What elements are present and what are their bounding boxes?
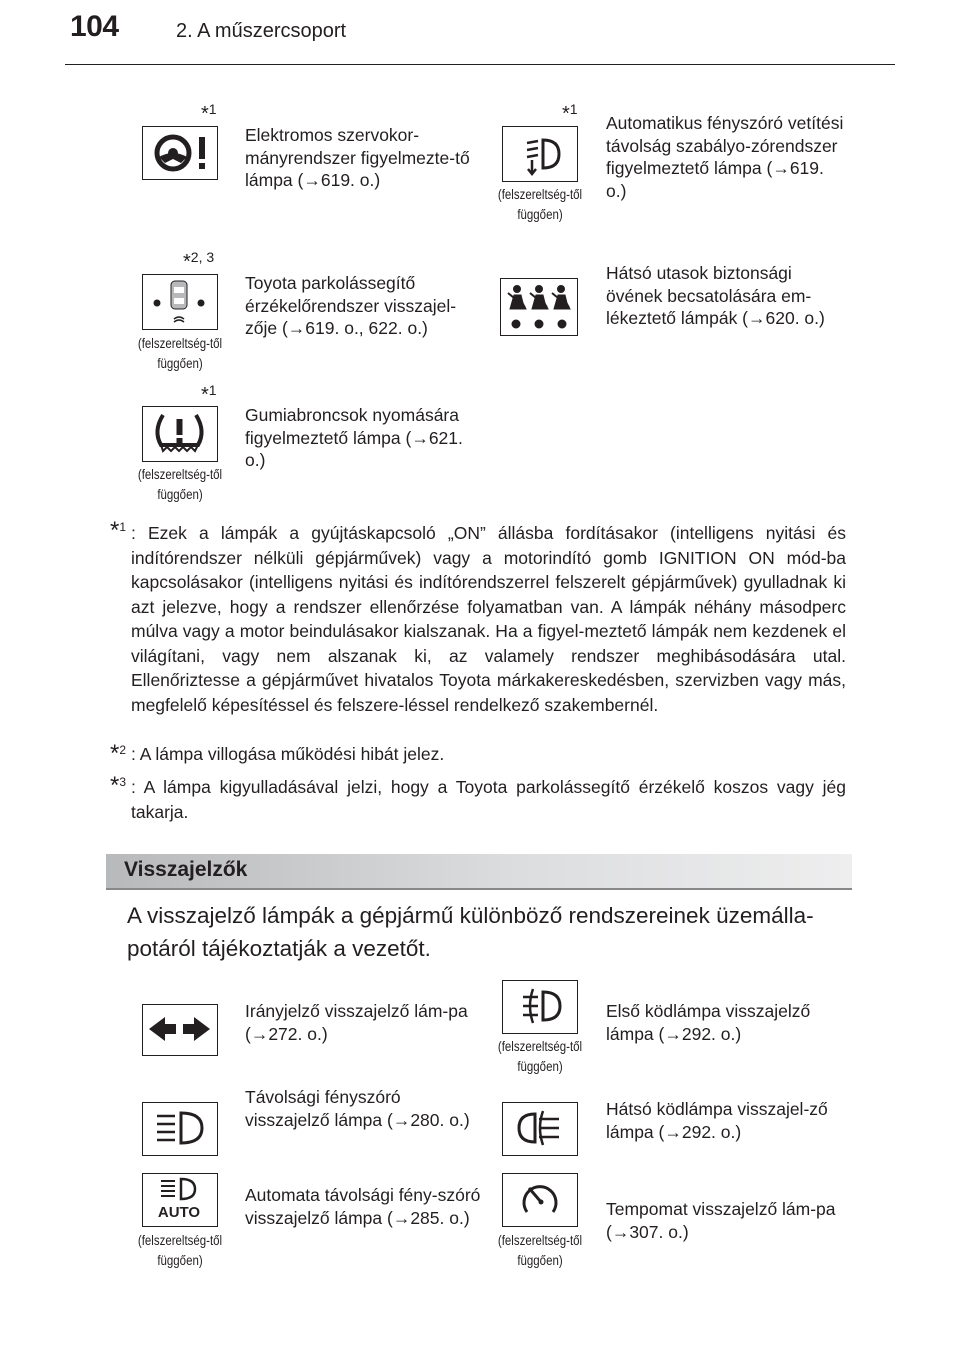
footnote-mark: *$^2$ bbox=[110, 739, 127, 767]
tire-pressure-warning-icon bbox=[142, 406, 218, 462]
indicator-description: Irányjelző visszajelző lám-pa (→272. o.) bbox=[245, 1001, 468, 1044]
indicator-description: Tempomat visszajelző lám-pa (→307. o.) bbox=[606, 1199, 836, 1242]
page-number: 104 bbox=[70, 10, 119, 43]
lamp-description: Elektromos szervokor-mányrendszer figyelmezte-tő lámpa (→619. o.) bbox=[245, 125, 470, 190]
rear-fog-light-icon bbox=[502, 1102, 578, 1156]
equipment-caption: (felszereltség-től függően) bbox=[137, 335, 223, 371]
equipment-caption: (felszereltség-től függően) bbox=[497, 186, 583, 222]
parking-assist-sensor-icon bbox=[142, 274, 218, 330]
indicator-description: Hátsó ködlámpa visszajel-ző lámpa (→292. o.) bbox=[606, 1099, 828, 1142]
indicator-description: Távolsági fényszóró visszajelző lámpa (→280. o.) bbox=[245, 1087, 470, 1130]
front-fog-light-icon bbox=[502, 980, 578, 1034]
lamp-description: Toyota parkolássegítő érzékelőrendszer visszajel-zője (→619. o., 622. o.) bbox=[245, 273, 457, 338]
header-rule bbox=[65, 64, 895, 65]
equipment-caption: (felszereltség-től függően) bbox=[137, 1232, 223, 1268]
footnote-text: : Ezek a lámpák a gyújtáskapcsoló „ON” állásba fordításakor (intelligens nyitási és indítórendszer nélküli gépjárművek) vagy a motorindító gomb IGNITION ON mód-ba kapcsolásakor (intelligens nyitási és indítórendszerrel felszerelt gépjárművek) gyulladnak ki azt jelezve, hogy a rendszer ellenőrzése folyamatban van. A lámpák néhány másodperc múlva vagy a motor beindulásakor kialszanak. Ha a figyel-meztető lámpák nem kezdenek el világítani, vagy nem alszanak ki, az valamely rendszer meghibásodására utal. Ellenőriztesse a gépjárművet hivatalos Toyota márkakereskedésben, szervizben vagy más, megfelelő képesítéssel és felszere-léssel rendelkező szakembernél. bbox=[131, 523, 846, 715]
section-heading-bar bbox=[106, 854, 852, 890]
auto-high-beam-icon bbox=[142, 1173, 218, 1227]
turn-signal-arrows-icon bbox=[142, 1004, 218, 1056]
equipment-caption: (felszereltség-től függően) bbox=[137, 466, 223, 502]
section-title: Visszajelzők bbox=[124, 858, 248, 881]
power-steering-warning-icon bbox=[142, 126, 218, 180]
footnote-mark: *$^3$ bbox=[110, 771, 127, 799]
footnote-marker: *$^1$ bbox=[201, 382, 217, 406]
automatic-headlight-leveling-warning-icon bbox=[502, 126, 578, 182]
equipment-caption: (felszereltség-től függően) bbox=[497, 1232, 583, 1268]
lamp-description: Gumiabroncsok nyomására figyelmeztető lámpa (→621. o.) bbox=[245, 405, 463, 470]
footnote-text: : A lámpa kigyulladásával jelzi, hogy a Toyota parkolássegítő érzékelő koszos vagy jég takarja. bbox=[131, 777, 846, 822]
footnote-marker: *$^{2, 3}$ bbox=[183, 249, 215, 273]
cruise-control-icon bbox=[502, 1173, 578, 1227]
equipment-caption: (felszereltség-től függően) bbox=[497, 1038, 583, 1074]
footnote-marker: *$^1$ bbox=[562, 101, 578, 125]
indicator-description: Automata távolsági fény-szóró visszajelző lámpa (→285. o.) bbox=[245, 1185, 481, 1228]
auto-label: AUTO bbox=[157, 1204, 201, 1221]
chapter-title: 2. A műszercsoport bbox=[176, 20, 347, 42]
footnote-text: : A lámpa villogása működési hibát jelez. bbox=[131, 744, 445, 764]
footnote-mark: *$^1$ bbox=[110, 516, 127, 544]
rear-seatbelt-reminder-icon bbox=[500, 278, 578, 336]
high-beam-icon bbox=[142, 1102, 218, 1156]
section-intro: A visszajelző lámpák a gépjármű különböző rendszereinek üzemálla-potáról tájékoztatják a vezetőt. bbox=[127, 903, 814, 961]
indicator-description: Első ködlámpa visszajelző lámpa (→292. o.) bbox=[606, 1001, 811, 1044]
lamp-description: Automatikus fényszóró vetítési távolság szabályo-zórendszer figyelmeztető lámpa (→619. o.) bbox=[606, 113, 844, 201]
lamp-description: Hátsó utasok biztonsági övének becsatolására em-lékeztető lámpák (→620. o.) bbox=[606, 263, 825, 328]
footnote-marker: *$^1$ bbox=[201, 101, 217, 125]
